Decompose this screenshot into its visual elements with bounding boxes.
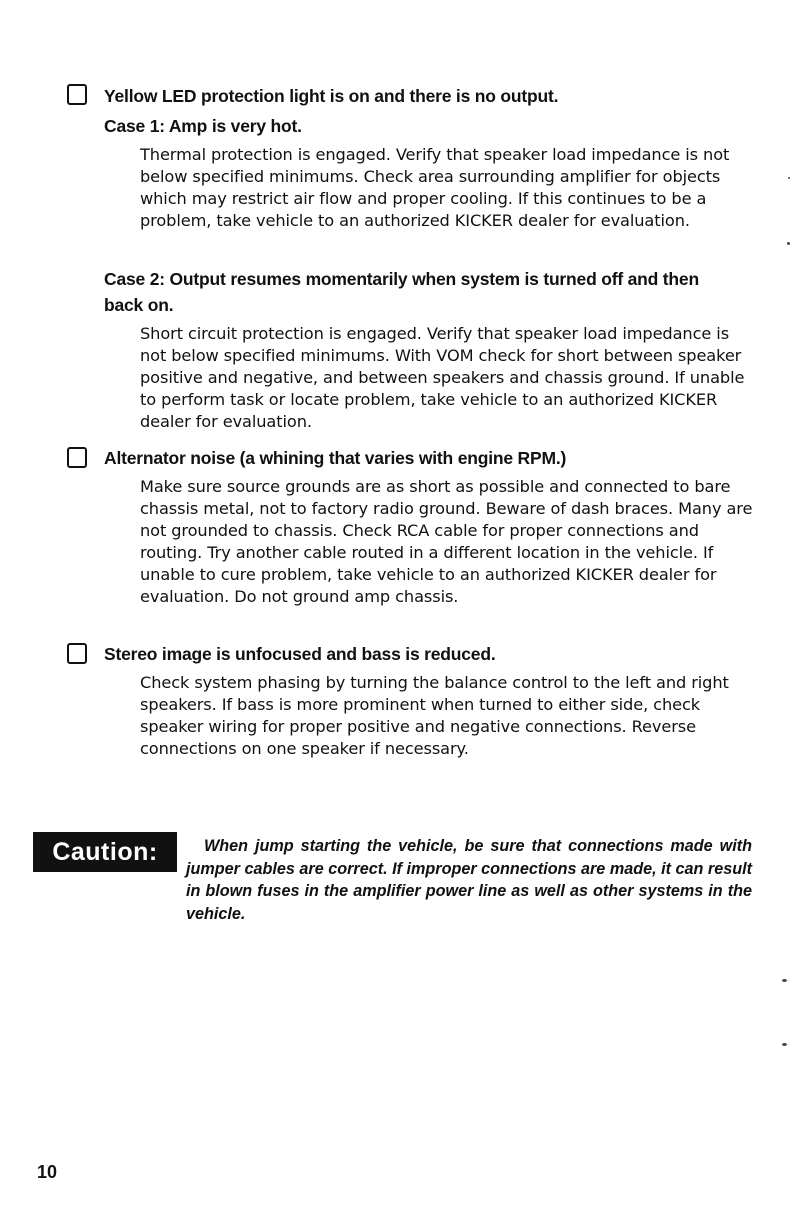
heading-yellow-led: Yellow LED protection light is on and there is no output.: [104, 86, 559, 106]
checkbox-stereo-image: [67, 643, 87, 664]
caution-badge: Caution:: [33, 832, 177, 872]
case-1-body: Thermal protection is engaged. Verify that speaker load impedance is not below specified minimums. Check area surrounding amplifier for objects which may restrict air flow and proper cooling. If this continues to be a problem, take vehicle to an authorized KICKER dealer for evaluation.: [140, 145, 730, 230]
alternator-noise-body: Make sure source grounds are as short as possible and connected to bare chassis metal, not to factory radio ground. Beware of dash braces. Many are not grounded to chassis. Check RCA cable for proper connections and routing. Try another cable routed in a different location in the vehicle. If unable to cure problem, take vehicle to an authorized KICKER dealer for evaluation. Do not ground amp chassis.: [140, 477, 753, 606]
scan-speck: [782, 979, 787, 982]
scan-speck: [788, 177, 790, 179]
scan-speck: [782, 1043, 787, 1046]
checkbox-alternator-noise: [67, 447, 87, 468]
heading-alternator-noise: Alternator noise (a whining that varies with engine RPM.): [104, 448, 567, 468]
caution-text: When jump starting the vehicle, be sure that connections made with jumper cables are correct. If improper connections are made, it can result in blown fuses in the amplifier power line as well as other systems in the vehicle.: [186, 837, 752, 923]
case-2-body: Short circuit protection is engaged. Verify that speaker load impedance is not below specified minimums. With VOM check for short between speaker positive and negative, and between speakers and chassis ground. If unable to perform task or locate problem, take vehicle to an authorized KICKER dealer for evaluation.: [140, 324, 745, 431]
stereo-image-body: Check system phasing by turning the balance control to the left and right speakers. If bass is more prominent when turned to either side, check speaker wiring for proper positive and negative connections. Reverse connections on one speaker if necessary.: [140, 673, 729, 758]
case-2-title: Case 2: Output resumes momentarily when system is turned off and then back on.: [104, 269, 699, 315]
checkbox-yellow-led: [67, 84, 87, 105]
heading-stereo-image: Stereo image is unfocused and bass is reduced.: [104, 644, 496, 664]
case-1-title: Case 1: Amp is very hot.: [104, 116, 302, 136]
scan-speck: [787, 242, 790, 245]
page-number: 10: [37, 1162, 58, 1182]
